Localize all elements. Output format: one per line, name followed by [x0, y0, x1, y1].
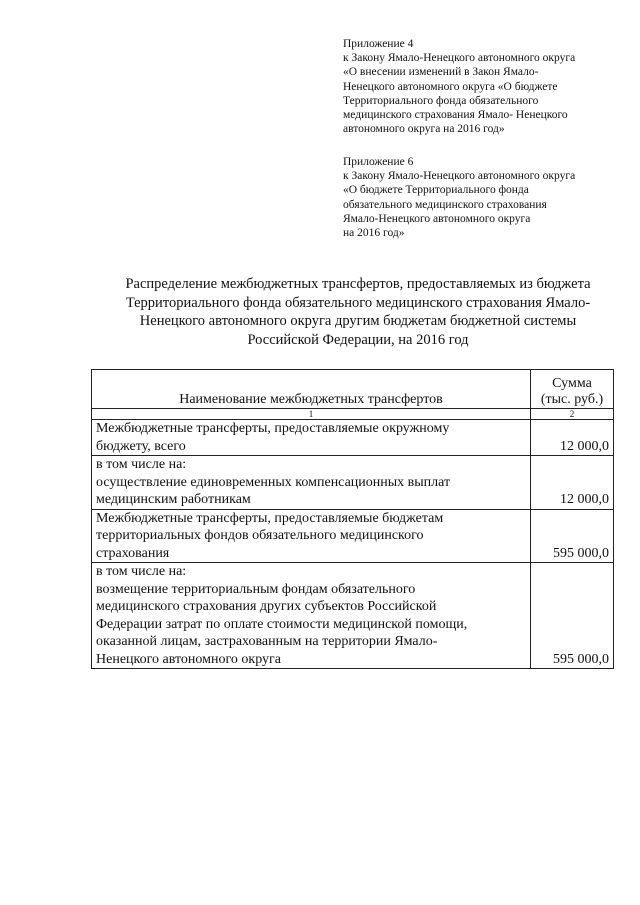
title-line: Территориального фонда обязательного медицинского страхования Ямало- — [125, 294, 591, 311]
appendix-4-line: медицинского страхования Ямало- Ненецкого — [343, 109, 568, 122]
appendix-4-header — [343, 37, 613, 136]
row-text-line: бюджету, всего — [96, 438, 186, 454]
appendix-4-line: Ненецкого автономного округа «О бюджете — [343, 80, 558, 93]
row-name-cell — [92, 509, 531, 563]
column-number: 2 — [530, 409, 613, 420]
appendix-4-line: «О внесении изменений в Закон Ямало- — [343, 66, 539, 79]
title-line: Российской Федерации, на 2016 год — [247, 331, 469, 348]
appendix-4-line: к Закону Ямало-Ненецкого автономного округа — [343, 52, 576, 65]
row-amount-cell: 595 000,0 — [530, 509, 613, 563]
document-title — [96, 275, 620, 349]
table-row — [92, 563, 614, 669]
row-name-cell — [92, 456, 531, 510]
row-name-cell — [92, 563, 531, 669]
row-text-line: Федерации затрат по оплате стоимости медицинской помощи, — [96, 616, 468, 632]
appendix-6-line: обязательного медицинского страхования — [343, 198, 547, 211]
appendix-4-line: автономного округа на 2016 год» — [343, 123, 505, 136]
row-amount-cell: 12 000,0 — [530, 456, 613, 510]
appendix-4-line: Приложение 4 — [343, 38, 414, 50]
row-text-line: в том числе на: — [96, 457, 187, 472]
table-header-row — [92, 370, 614, 409]
row-text-line: Межбюджетные трансферты, предоставляемые бюджетам — [96, 510, 444, 526]
row-text-line: Ненецкого автономного округа — [96, 651, 281, 667]
table-row — [92, 509, 614, 563]
row-text-line: медицинского страхования других субъектов Российской — [96, 599, 437, 614]
row-name-cell — [92, 420, 531, 456]
row-text-line: Межбюджетные трансферты, предоставляемые окружному — [96, 421, 450, 436]
row-text-line: оказанной лицам, застрахованным на территории Ямало- — [96, 634, 438, 649]
header-sum-unit: (тыс. руб.) — [540, 392, 604, 407]
row-text-line: возмещение территориальным фондам обязательного — [96, 581, 416, 597]
table-row — [92, 456, 614, 510]
header-name-cell: Наименование межбюджетных трансфертов — [92, 370, 531, 409]
row-text-line: в том числе на: — [96, 564, 187, 579]
row-text-line: медицинским работникам — [96, 492, 251, 507]
row-text-line: осуществление единовременных компенсационных выплат — [96, 474, 451, 490]
row-text-line: страхования — [96, 545, 170, 561]
appendix-6-header — [343, 155, 613, 240]
table-row — [92, 420, 614, 456]
title-line: Ненецкого автономного округа другим бюджетам бюджетной системы — [139, 313, 577, 329]
header-sum-label: Сумма — [552, 376, 592, 391]
row-amount-cell: 595 000,0 — [530, 563, 613, 669]
row-amount-cell: 12 000,0 — [530, 420, 613, 456]
appendix-6-line: Приложение 6 — [343, 156, 414, 168]
header-sum-cell — [530, 370, 613, 409]
appendix-4-line: Территориального фонда обязательного — [343, 94, 539, 107]
row-text-line: территориальных фондов обязательного медицинского — [96, 528, 424, 543]
appendix-6-line: на 2016 год» — [343, 227, 405, 240]
column-number-row — [92, 409, 614, 420]
transfers-table — [91, 369, 614, 669]
column-number: 1 — [92, 409, 531, 420]
appendix-6-line: «О бюджете Территориального фонда — [343, 184, 529, 197]
appendix-6-line: к Закону Ямало-Ненецкого автономного округа — [343, 170, 576, 183]
appendix-6-line: Ямало-Ненецкого автономного округа — [343, 212, 531, 225]
title-line: Распределение межбюджетных трансфертов, предоставляемых из бюджета — [125, 276, 591, 292]
